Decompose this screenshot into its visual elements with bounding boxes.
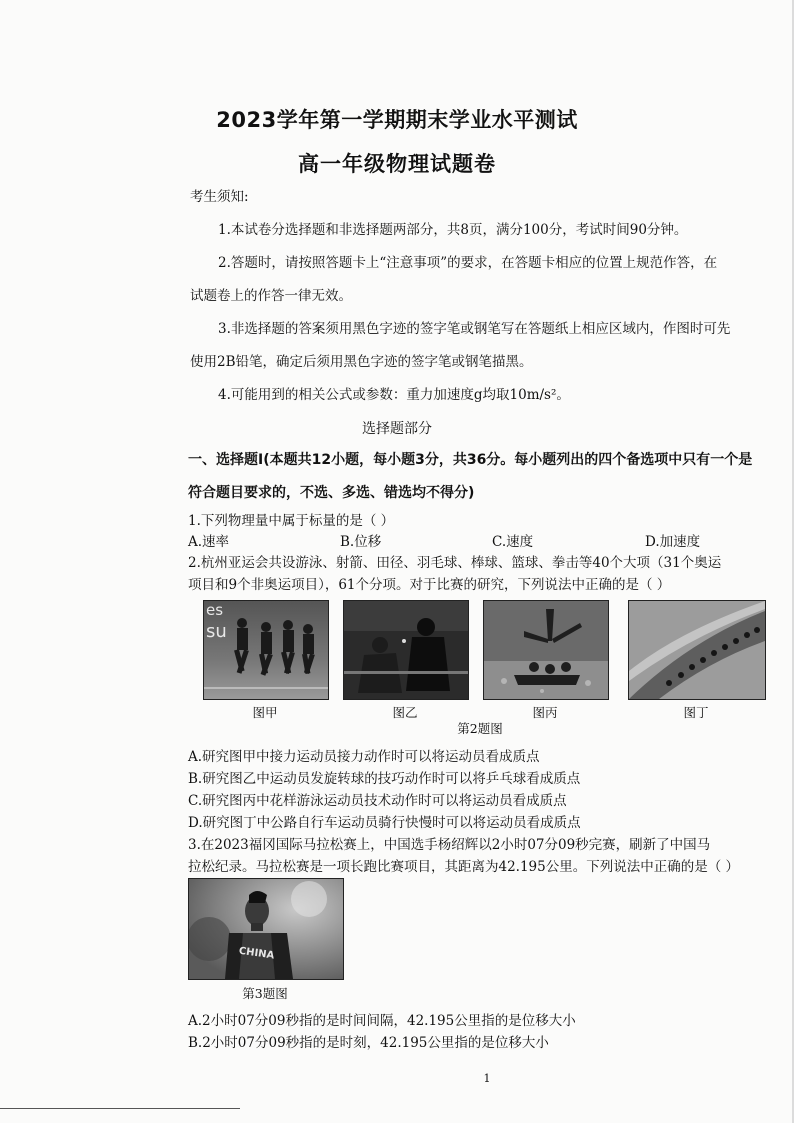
part1-instructions-line2: 符合题目要求的，不选、多选、错选均不得分): [188, 485, 475, 501]
photo-road-cycling: [628, 600, 766, 700]
exam-title: 2023学年第一学期期末学业水平测试: [216, 108, 578, 132]
q2-option-a: A.研究图甲中接力运动员接力动作时可以将运动员看成质点: [188, 749, 540, 765]
caption-photo-yi: 图乙: [392, 705, 418, 720]
q2-option-d: D.研究图丁中公路自行车运动员骑行快慢时可以将运动员看成质点: [188, 815, 581, 831]
q1-option-a: A.速率: [188, 534, 230, 550]
photo-artistic-swimming: [483, 600, 609, 700]
notice-item-2-line1: 2.答题时，请按照答题卡上“注意事项”的要求，在答题卡相应的位置上规范作答，在: [218, 255, 718, 271]
notice-item-1: 1.本试卷分选择题和非选择题两部分，共8页，满分100分，考试时间90分钟。: [218, 222, 688, 238]
q1-option-b: B.位移: [340, 534, 382, 550]
notice-item-3-line2: 使用2B铅笔，确定后须用黑色字迹的签字笔或钢笔描黑。: [190, 354, 533, 370]
notice-item-3-line1: 3.非选择题的答案须用黑色字迹的签字笔或钢笔写在答题纸上相应区域内，作图时可先: [218, 321, 731, 337]
q3-stem-line2: 拉松纪录。马拉松赛是一项长跑比赛项目，其距离为42.195公里。下列说法中正确的是（ ）: [188, 859, 740, 875]
q3-option-a: A.2小时07分09秒指的是时间间隔，42.195公里指的是位移大小: [188, 1013, 576, 1029]
caption-photo-jia: 图甲: [252, 705, 278, 720]
notice-heading: 考生须知:: [190, 189, 249, 205]
q2-option-c: C.研究图丙中花样游泳运动员技术动作时可以将运动员看成质点: [188, 793, 567, 809]
notice-item-4: 4.可能用到的相关公式或参数：重力加速度g均取10m/s²。: [218, 387, 570, 403]
q2-figure-caption: 第2题图: [457, 721, 503, 736]
q2-stem-line2: 项目和9个非奥运项目），61个分项。对于比赛的研究，下列说法中正确的是（ ）: [188, 577, 671, 593]
photo-table-tennis: [343, 600, 469, 700]
q3-figure-caption: 第3题图: [242, 986, 288, 1001]
q3-stem-line1: 3.在2023福冈国际马拉松赛上，中国选手杨绍辉以2小时07分09秒完赛，刷新了中国马: [188, 837, 711, 853]
caption-photo-bing: 图丙: [532, 705, 558, 720]
part1-instructions-line1: 一、选择题I(本题共12小题，每小题3分，共36分。每小题列出的四个备选项中只有一个是: [188, 452, 753, 468]
q3-option-b: B.2小时07分09秒指的是时刻，42.195公里指的是位移大小: [188, 1035, 549, 1051]
photo-marathon-runner: [188, 878, 344, 980]
jersey-text: CHINA: [238, 945, 275, 962]
exam-subtitle: 高一年级物理试题卷: [298, 152, 496, 176]
q1-stem: 1.下列物理量中属于标量的是（ ）: [188, 513, 395, 529]
q2-option-b: B.研究图乙中运动员发旋转球的技巧动作时可以将乒乓球看成质点: [188, 771, 581, 787]
svg-text:su: su: [206, 621, 227, 642]
q1-option-d: D.加速度: [645, 534, 701, 550]
page-number: 1: [483, 1072, 491, 1085]
q2-stem-line1: 2.杭州亚运会共设游泳、射箭、田径、羽毛球、棒球、篮球、拳击等40个大项（31个奥运: [188, 555, 722, 571]
scan-artifact-line: [0, 1108, 240, 1109]
notice-item-2-line2: 试题卷上的作答一律无效。: [190, 288, 352, 304]
caption-photo-ding: 图丁: [683, 705, 709, 720]
photo-banner-text: es: [206, 601, 224, 619]
q1-option-c: C.速度: [492, 534, 534, 550]
photo-relay-race: [203, 600, 329, 700]
section-title: 选择题部分: [362, 421, 432, 437]
